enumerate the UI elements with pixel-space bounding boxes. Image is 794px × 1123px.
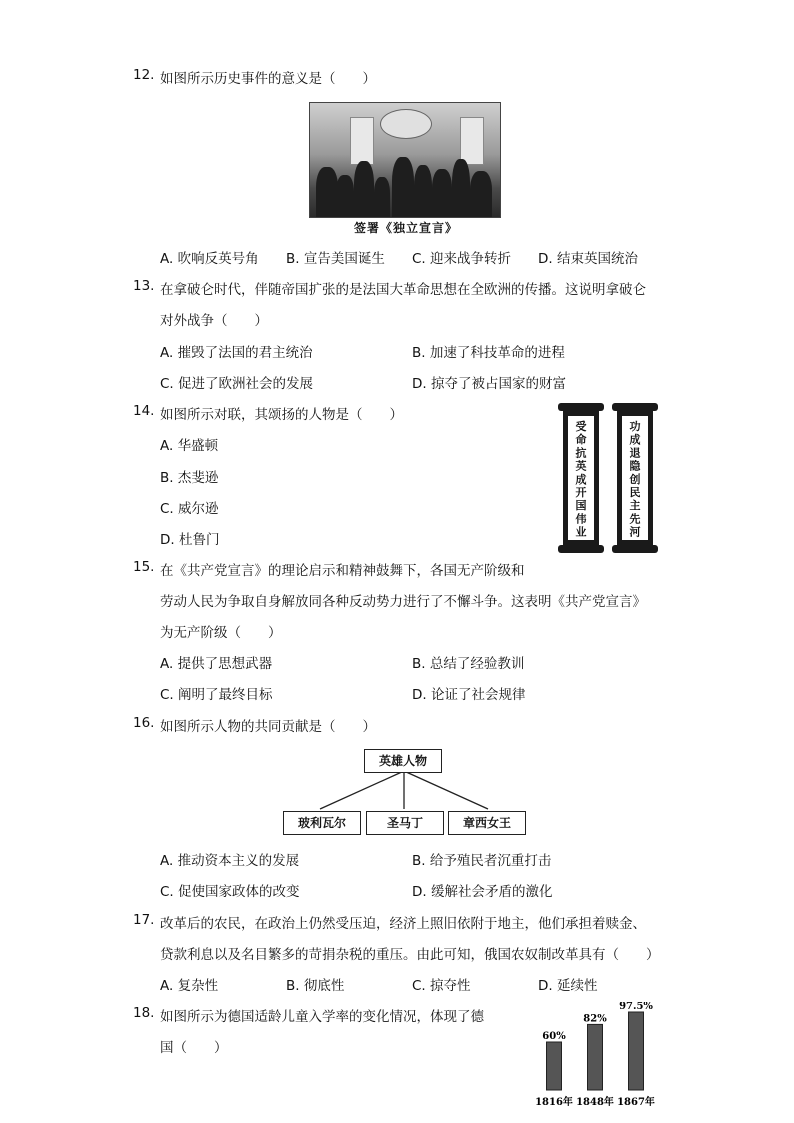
q15-stem-line1: 在《共产党宣言》的理论启示和精神鼓舞下，各国无产阶级和 (160, 563, 525, 579)
couplet-character: 成 (575, 472, 587, 486)
q12-number: 12. (133, 67, 155, 83)
q16-option-d: D. 缓解社会矛盾的激化 (412, 884, 553, 900)
q17-option-c: C. 掠夺性 (412, 978, 471, 994)
couplet-character: 创 (629, 472, 641, 486)
q16-option-b: B. 给予殖民者沉重打击 (412, 853, 552, 869)
couplet-character: 退 (629, 446, 641, 460)
q13-option-c: C. 促进了欧洲社会的发展 (160, 376, 314, 392)
q14-option-c: C. 威尔逊 (160, 501, 219, 517)
tree-child-box: 圣马丁 (366, 811, 444, 835)
couplet-character: 功 (629, 420, 641, 433)
q13-option-d: D. 掠夺了被占国家的财富 (412, 376, 566, 392)
q16-stem: 如图所示人物的共同贡献是（ ） (160, 719, 376, 735)
q17-stem-line1: 改革后的农民，在政治上仍然受压迫，经济上照旧依附于地主，他们承担着赎金、 (160, 916, 646, 932)
bar (588, 1024, 603, 1090)
q17-option-b: B. 彻底性 (286, 978, 345, 994)
q17-option-a: A. 复杂性 (160, 978, 219, 994)
q12-option-d: D. 结束英国统治 (538, 251, 638, 267)
bar-value-label: 60% (542, 1031, 566, 1042)
couplet-character: 受 (575, 420, 587, 433)
bar (629, 1012, 644, 1090)
q14-option-d: D. 杜鲁门 (160, 532, 220, 548)
q16-number: 16. (133, 715, 155, 731)
couplet-character: 业 (575, 525, 587, 539)
couplet-character: 抗 (575, 446, 587, 460)
q15-stem-line2: 劳动人民为争取自身解放同各种反动势力进行了不懈斗争。这表明《共产党宣言》 (160, 594, 646, 610)
q13-stem-line1: 在拿破仑时代，伴随帝国扩张的是法国大革命思想在全欧洲的传播。这说明拿破仑 (160, 282, 646, 298)
q12-stem: 如图所示历史事件的意义是（ ） (160, 71, 376, 87)
q13-stem-line2: 对外战争（ ） (160, 313, 268, 329)
couplet-character: 开 (575, 486, 587, 499)
q18-stem-line2: 国（ ） (160, 1040, 228, 1056)
q12-image-caption: 签署《独立宣言》 (354, 221, 459, 235)
q17-stem-line2: 贷款利息以及名目繁多的苛捐杂税的重压。由此可知，俄国农奴制改革具有（ ） (160, 947, 660, 963)
tree-child-box: 章西女王 (448, 811, 526, 835)
couplet-scrolls (556, 402, 662, 554)
bar-value-label: 82% (583, 1013, 607, 1025)
q18-number: 18. (133, 1005, 155, 1021)
x-tick-label: 1848年 (576, 1097, 614, 1108)
q15-stem-line3: 为无产阶级（ ） (160, 625, 282, 641)
q15-option-c: C. 阐明了最终目标 (160, 687, 273, 703)
couplet-character: 民 (629, 486, 641, 499)
q14-option-a: A. 华盛顿 (160, 438, 219, 454)
bar (547, 1042, 562, 1090)
enrollment-bar-chart (528, 1002, 668, 1114)
q12-option-c: C. 迎来战争转折 (412, 251, 512, 267)
q14-number: 14. (133, 403, 155, 419)
couplet-character: 主 (629, 499, 641, 513)
q13-option-a: A. 摧毁了法国的君主统治 (160, 345, 313, 361)
x-tick-label: 1816年 (535, 1097, 573, 1108)
tree-root-box: 英雄人物 (364, 749, 442, 773)
q15-option-b: B. 总结了经验教训 (412, 656, 525, 672)
x-tick-label: 1867年 (617, 1097, 655, 1108)
declaration-signing-photo (309, 102, 501, 218)
couplet-character: 英 (575, 459, 587, 473)
tree-child-box: 玻利瓦尔 (283, 811, 361, 835)
q17-number: 17. (133, 912, 155, 928)
couplet-character: 伟 (575, 512, 587, 526)
couplet-character: 成 (629, 433, 641, 447)
q14-stem: 如图所示对联，其颂扬的人物是（ ） (160, 407, 403, 423)
q18-stem-line1: 如图所示为德国适龄儿童入学率的变化情况，体现了德 (160, 1009, 484, 1025)
couplet-character: 命 (575, 433, 587, 447)
q16-option-c: C. 促使国家政体的改变 (160, 884, 300, 900)
couplet-character: 河 (629, 525, 641, 539)
q17-option-d: D. 延续性 (538, 978, 598, 994)
q13-number: 13. (133, 278, 155, 294)
q15-option-a: A. 提供了思想武器 (160, 656, 273, 672)
couplet-character: 先 (629, 512, 641, 526)
q16-option-a: A. 推动资本主义的发展 (160, 853, 300, 869)
q15-number: 15. (133, 559, 155, 575)
q14-option-b: B. 杰斐逊 (160, 470, 219, 486)
couplet-character: 隐 (629, 459, 641, 473)
couplet-character: 国 (575, 499, 587, 513)
q13-option-b: B. 加速了科技革命的进程 (412, 345, 565, 361)
q12-option-b: B. 宣告美国诞生 (286, 251, 385, 267)
bar-value-label: 97.5% (619, 1002, 653, 1012)
q12-option-a: A. 吹响反英号角 (160, 251, 259, 267)
q15-option-d: D. 论证了社会规律 (412, 687, 526, 703)
